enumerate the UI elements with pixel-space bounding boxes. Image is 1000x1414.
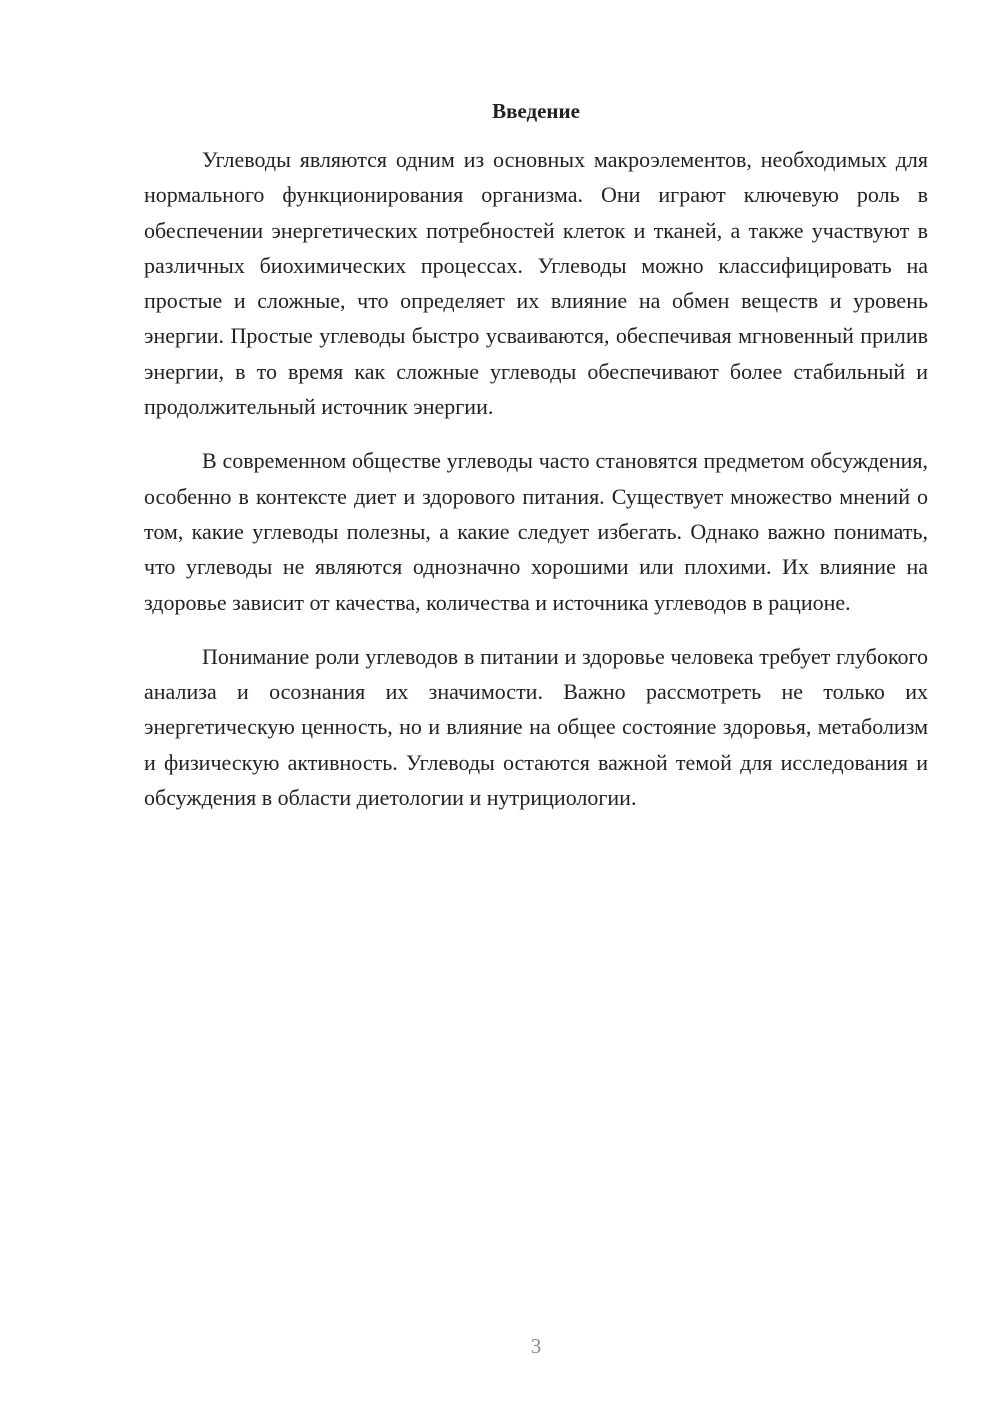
paragraph-3: Понимание роли углеводов в питании и здоровье человека требует глубокого анализа и осознания их значимости. Важно рассмотреть не только их энергетическую ценность, но и влияние на общее состояние здоровья, метаболизм и физическую активность. Углеводы остаются важной темой для исследования и обсуждения в области диетологии и нутрициологии. [144,643,928,811]
paragraph-1: Углеводы являются одним из основных макроэлементов, необходимых для нормального функционирования организма. Они играют ключевую роль в обеспечении энергетических потребностей клеток и тканей, а также участвуют в различных биохимических процессах. Углеводы можно классифицировать на простые и сложные, что определяет их влияние на обмен веществ и уровень энергии. Простые углеводы быстро усваиваются, обеспечивая мгновенный прилив энергии, в то время как сложные углеводы обеспечивают более стабильный и продолжительный источник энергии. [144,147,928,420]
section-heading: Введение [492,99,580,123]
paragraph-2: В современном обществе углеводы часто становятся предметом обсуждения, особенно в контексте диет и здорового питания. Существует множество мнений о том, какие углеводы полезны, а какие следует избегать. Однако важно понимать, что углеводы не являются однозначно хорошими или плохими. Их влияние на здоровье зависит от качества, количества и источника углеводов в рационе. [144,448,928,615]
page-number: 3 [530,1334,542,1358]
page-content [144,96,928,834]
